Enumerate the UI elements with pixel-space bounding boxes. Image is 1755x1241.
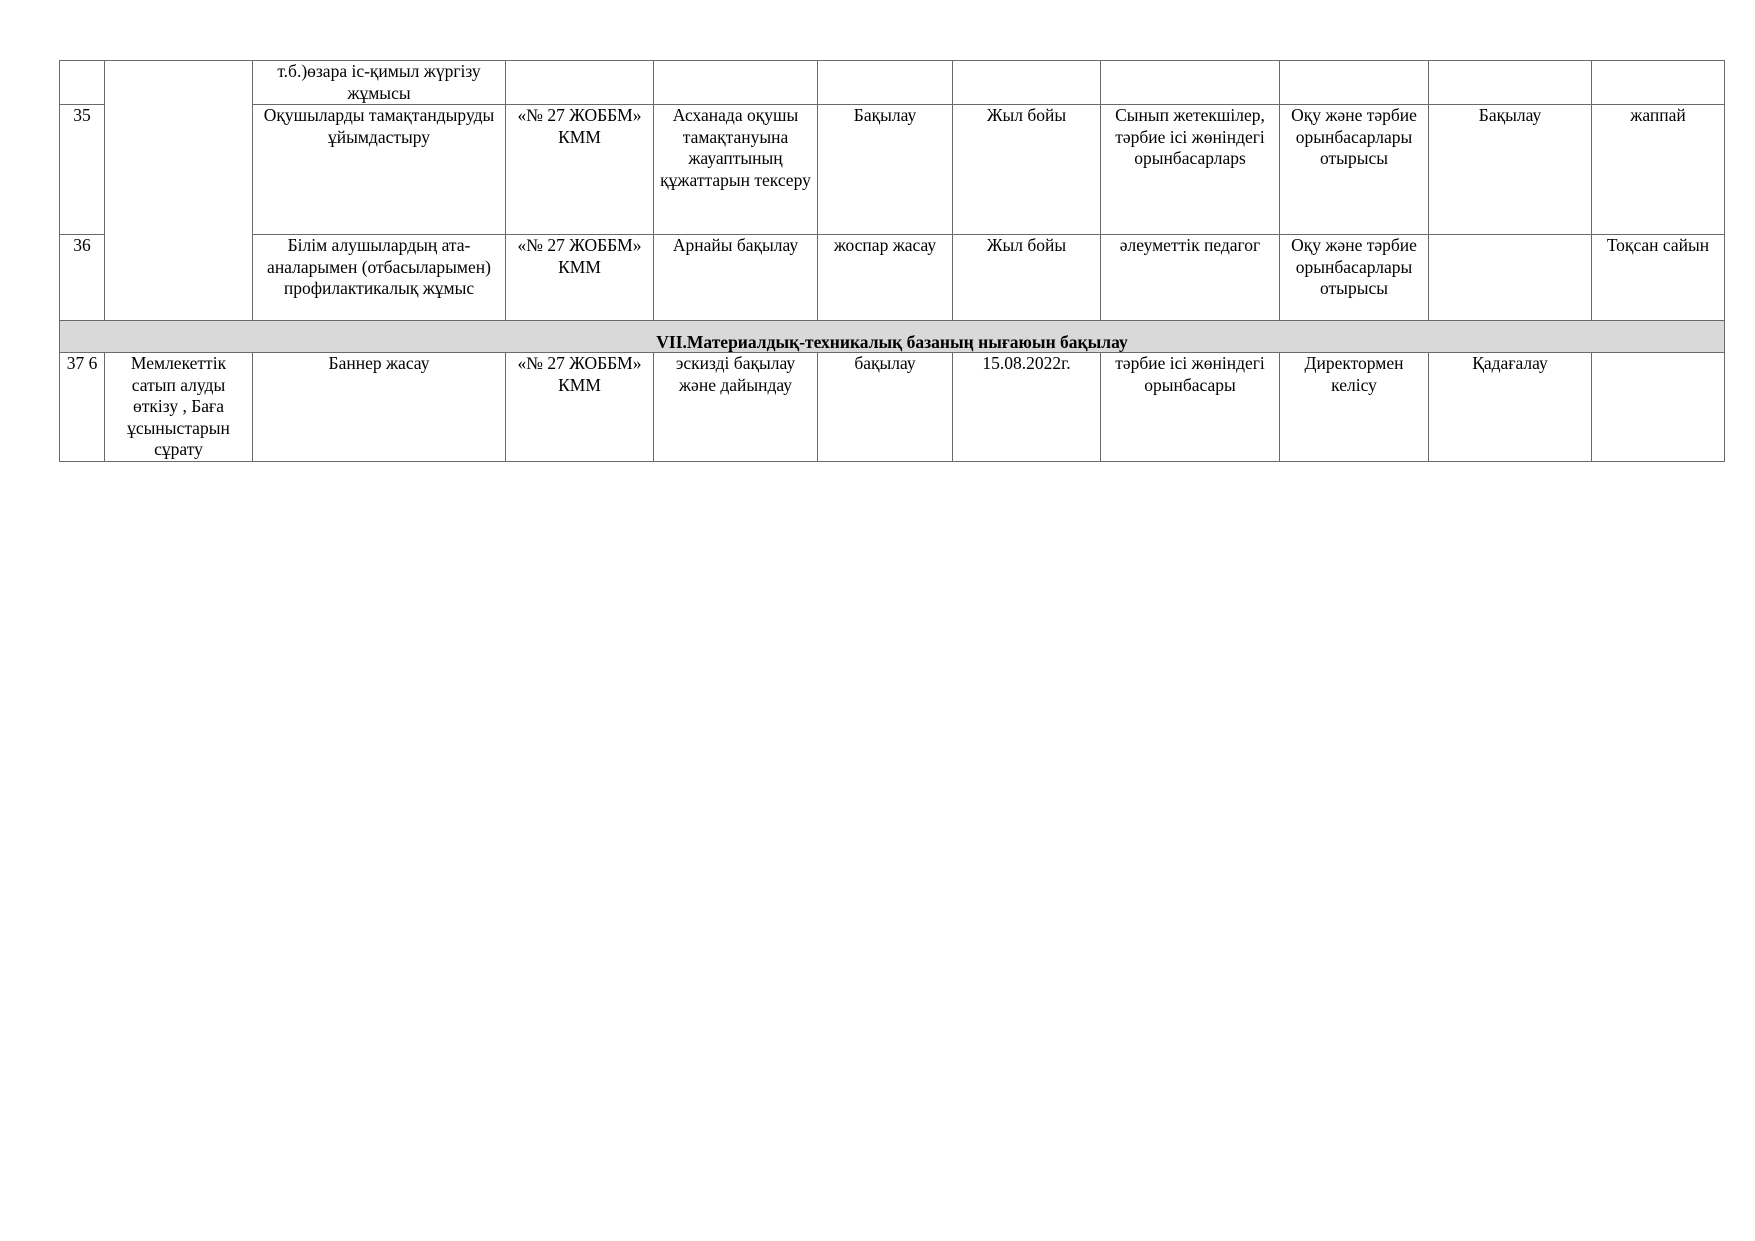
table-row [60,353,1725,462]
form-cell [1592,353,1725,462]
responsible-cell [1101,61,1280,105]
purpose-cell: Арнайы бақылау [654,235,818,321]
purpose-cell [654,61,818,105]
review-cell: Директормен келісу [1280,353,1429,462]
topic-cell: Білім алушылардың ата-аналарымен (отбасыларымен) профилактикалық жұмыс [253,235,506,321]
responsible-cell: тәрбие ісі жөніндегі орынбасары [1101,353,1280,462]
form-cell: Тоқсан сайын [1592,235,1725,321]
period-cell: Жыл бойы [953,105,1101,235]
row-number-cell: 37 6 [60,353,105,462]
row-number-cell: 35 [60,105,105,235]
period-cell: 15.08.2022г. [953,353,1101,462]
topic-cell: Оқушыларды тамақтандыруды ұйымдастыру [253,105,506,235]
purpose-cell: эскизді бақылау және дайындау [654,353,818,462]
responsible-cell: Сынып жетекшілер, тәрбие ісі жөніндегі орынбасарларs [1101,105,1280,235]
section-title: VII.Материалдық-техникалық базаның нығаюын бақылау [60,321,1725,353]
type-cell: жоспар жасау [818,235,953,321]
table-row [60,105,1725,235]
review-cell [1280,61,1429,105]
type-cell [818,61,953,105]
row-number-cell: 36 [60,235,105,321]
period-cell [953,61,1101,105]
form-cell: жаппай [1592,105,1725,235]
table-row [60,61,1725,105]
object-cell [506,61,654,105]
row-number-cell [60,61,105,105]
responsible-cell: әлеуметтік педагог [1101,235,1280,321]
decision-cell [1429,235,1592,321]
object-cell: «№ 27 ЖОББМ» КММ [506,353,654,462]
period-cell: Жыл бойы [953,235,1101,321]
type-cell: Бақылау [818,105,953,235]
decision-cell: Бақылау [1429,105,1592,235]
decision-cell: Қадағалау [1429,353,1592,462]
topic-cell: Баннер жасау [253,353,506,462]
control-plan-table [59,60,1725,462]
type-cell: бақылау [818,353,953,462]
control-area-cell [105,61,253,321]
object-cell: «№ 27 ЖОББМ» КММ [506,235,654,321]
review-cell: Оқу және тәрбие орынбасарлары отырысы [1280,105,1429,235]
control-area-cell: Мемлекеттік сатып алуды өткізу , Баға ұсыныстарын сұрату [105,353,253,462]
review-cell: Оқу және тәрбие орынбасарлары отырысы [1280,235,1429,321]
table-row [60,235,1725,321]
section-header-row [60,321,1725,353]
decision-cell [1429,61,1592,105]
purpose-cell: Асханада оқушы тамақтануына жауаптының құжаттарын тексеру [654,105,818,235]
object-cell: «№ 27 ЖОББМ» КММ [506,105,654,235]
form-cell [1592,61,1725,105]
topic-cell: т.б.)өзара іс-қимыл жүргізу жұмысы [253,61,506,105]
